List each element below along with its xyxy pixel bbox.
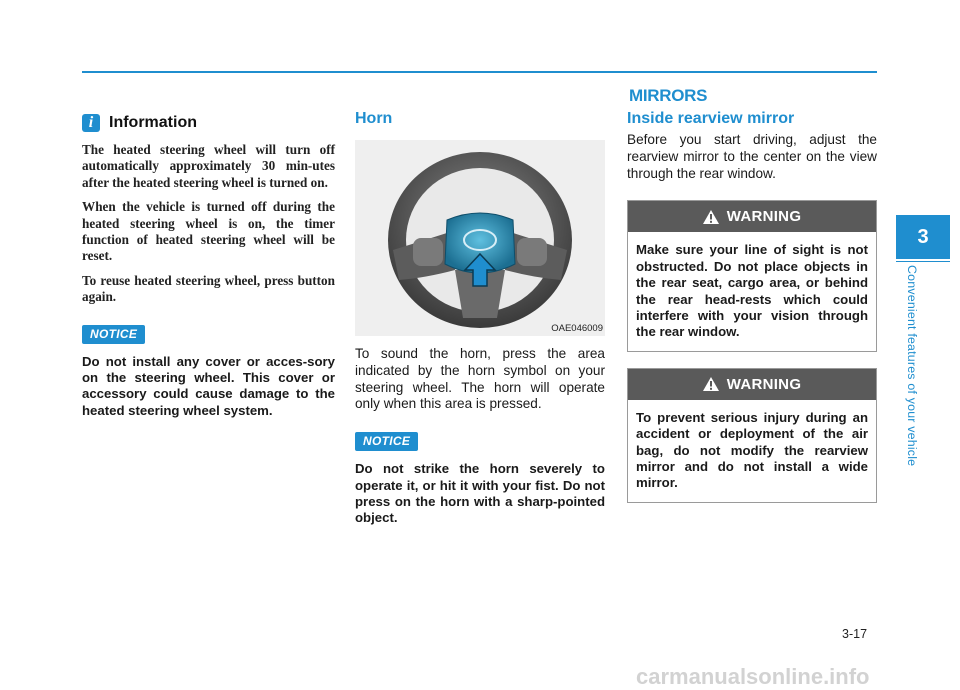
- info-paragraph: To reuse heated steering wheel, press button again.: [82, 272, 335, 305]
- information-body: [82, 142, 335, 306]
- watermark: carmanualsonline.info: [636, 664, 870, 689]
- warning-label: WARNING: [726, 375, 802, 393]
- information-column: [82, 113, 335, 419]
- information-header: [82, 113, 335, 133]
- info-icon: i: [82, 114, 100, 132]
- inside-mirror-title: Inside rearview mirror: [627, 110, 795, 127]
- warning-text: Make sure your line of sight is not obstructed. Do not place objects in the rear seat, cargo area, or behind the rear head-rests which could interfere with your vision through the rear window.: [636, 242, 868, 340]
- warning-label: WARNING: [726, 208, 802, 226]
- steering-wheel-figure: [355, 140, 605, 336]
- notice-badge: NOTICE: [82, 325, 145, 344]
- warning-header: [628, 369, 876, 400]
- notice-text: Do not install any cover or acces-sory on the steering wheel. This cover or accessory could cause damage to the heated steering wheel system.: [82, 353, 335, 418]
- tab-rule: [896, 261, 950, 262]
- mirrors-column: [627, 86, 877, 503]
- warning-text: To prevent serious injury during an accident or deployment of the air bag, do not modify the rearview mirror and do not install a wide mirror.: [636, 409, 868, 491]
- chapter-title: Convenient features of your vehicle: [905, 265, 919, 467]
- page-number: 3-17: [842, 627, 868, 641]
- warning-box: [627, 368, 877, 503]
- mirror-body: Before you start driving, adjust the rearview mirror to the center on the view through the rear window.: [627, 132, 877, 181]
- figure-code: OAE046009: [551, 323, 603, 334]
- warning-box: [627, 200, 877, 351]
- horn-title: Horn: [355, 110, 393, 127]
- warning-header: [628, 201, 876, 232]
- steering-wheel-illustration: [355, 140, 605, 336]
- header-rule: [82, 71, 877, 73]
- info-paragraph: When the vehicle is turned off during the heated steering wheel is on, the timer function of heated steering wheel will be reset.: [82, 199, 335, 264]
- warning-triangle-icon: [703, 210, 719, 224]
- horn-body: To sound the horn, press the area indicated by the horn symbol on your steering wheel. The horn will operate only when this area is pressed.: [355, 346, 605, 412]
- information-title: Information: [109, 114, 197, 131]
- notice-badge: NOTICE: [355, 432, 418, 451]
- mirrors-title: MIRRORS: [629, 86, 708, 105]
- info-paragraph: The heated steering wheel will turn off automatically approximately 30 min-utes after the heated steering wheel is turned on.: [82, 142, 335, 190]
- horn-column: [355, 110, 605, 527]
- warning-triangle-icon: [703, 377, 719, 391]
- chapter-tab: 3: [896, 215, 950, 259]
- horn-notice-text: Do not strike the horn severely to operate it, or hit it with your fist. Do not press on the horn with a sharp-pointed object.: [355, 461, 605, 526]
